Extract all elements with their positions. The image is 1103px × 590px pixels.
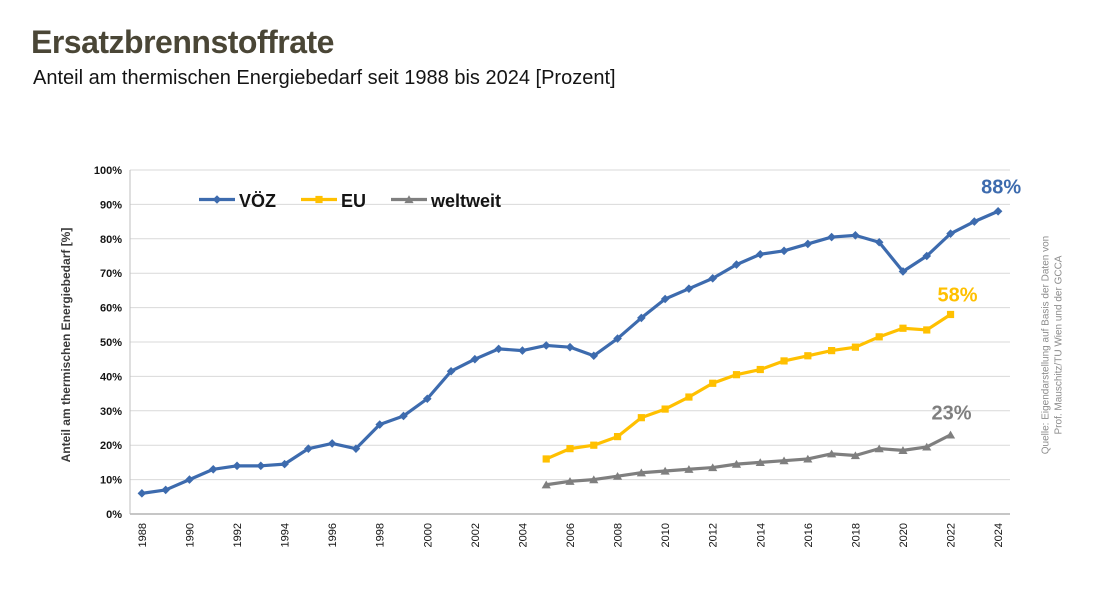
voz-data-point-marker [804, 240, 813, 249]
legend [198, 191, 501, 212]
voz-data-point-marker [138, 489, 147, 498]
eu-data-point-marker [638, 414, 645, 421]
eu-data-point-marker [733, 371, 740, 378]
x-tick-label: 2018 [850, 523, 863, 548]
voz-data-point-marker [257, 462, 266, 471]
eu-data-point-marker [899, 325, 906, 332]
eu-data-point-marker [709, 380, 716, 387]
eu-series-line [546, 314, 950, 458]
y-tick-label: 0% [106, 509, 122, 521]
x-tick-label: 1996 [327, 523, 340, 548]
eu-legend-marker-icon [300, 193, 338, 211]
eu-data-point-marker [685, 393, 692, 400]
x-tick-label: 2014 [755, 523, 768, 548]
voz-legend-marker-icon [198, 193, 236, 211]
y-tick-label: 20% [99, 440, 122, 453]
voz-data-point-marker [518, 346, 527, 355]
eu-data-point-marker [804, 352, 811, 359]
voz-data-point-marker [233, 462, 242, 471]
x-tick-label: 2002 [469, 523, 482, 548]
legend-label-eu: EU [341, 191, 367, 211]
eu-data-point-marker [780, 357, 787, 364]
y-tick-label: 70% [99, 268, 122, 281]
legend-label-voz: VÖZ [239, 191, 277, 211]
x-tick-label: 1998 [374, 523, 387, 548]
eu-data-point-marker [852, 344, 859, 351]
y-tick-label: 10% [99, 474, 122, 487]
legend-label-weltweit: weltweit [431, 191, 502, 211]
eu-data-point-marker [876, 333, 883, 340]
x-tick-label: 2000 [422, 523, 435, 548]
voz-end-value-label: 88% [981, 176, 1022, 199]
eu-data-point-marker [566, 445, 573, 452]
x-tick-label: 2008 [612, 523, 625, 548]
eu-data-point-marker [757, 366, 764, 373]
voz-data-point-marker [566, 343, 575, 352]
voz-data-point-marker [827, 233, 836, 242]
weltweit-legend-marker-icon [390, 193, 428, 211]
y-tick-label: 40% [99, 371, 122, 384]
weltweit-series-line [546, 435, 950, 485]
y-tick-label: 100% [93, 165, 122, 177]
weltweit-data-point-marker [946, 431, 955, 439]
x-tick-label: 1988 [136, 523, 149, 548]
x-tick-label: 2016 [802, 523, 815, 548]
y-tick-label: 50% [99, 337, 122, 349]
x-tick-label: 1992 [232, 523, 245, 548]
source-note-line1: Quelle: Eigendarstellung auf Basis der Daten von [1040, 235, 1052, 455]
voz-data-point-marker [328, 439, 337, 448]
eu-data-point-marker [947, 311, 954, 318]
x-tick-label: 2006 [565, 523, 577, 548]
eu-data-point-marker [662, 405, 669, 412]
eu-end-value-label: 58% [937, 284, 978, 307]
legend-item-voz [198, 191, 276, 212]
x-tick-label: 2010 [660, 523, 673, 548]
legend-item-eu [300, 191, 366, 212]
x-tick-label: 2024 [993, 523, 1006, 548]
x-tick-label: 2020 [897, 523, 910, 548]
x-tick-label: 1994 [279, 523, 292, 548]
eu-data-point-marker [590, 442, 597, 449]
x-tick-label: 2004 [517, 523, 530, 548]
weltweit-end-value-label: 23% [931, 402, 972, 425]
source-note-line2: Prof. Mauschitz/TU Wien und der GCCA [1053, 255, 1064, 435]
eu-data-point-marker [923, 326, 930, 333]
eu-data-point-marker [543, 455, 550, 462]
legend-item-weltweit [390, 191, 501, 212]
y-tick-label: 80% [99, 233, 122, 246]
x-tick-label: 2022 [945, 523, 958, 548]
chart-title: Ersatzbrennstoffrate [31, 24, 334, 60]
y-tick-label: 90% [99, 199, 122, 212]
y-tick-label: 30% [99, 405, 122, 418]
chart-subtitle: Anteil am thermischen Energiebedarf seit 1988 bis 2024 [Prozent] [33, 67, 616, 89]
eu-data-point-marker [614, 433, 621, 440]
y-axis-title: Anteil am thermischen Energiebedarf [%] [59, 227, 73, 463]
eu-data-point-marker [828, 347, 835, 354]
x-tick-label: 1990 [184, 523, 197, 548]
y-tick-label: 60% [99, 302, 122, 315]
source-note [1041, 236, 1066, 454]
x-tick-label: 2012 [707, 523, 720, 548]
voz-data-point-marker [780, 247, 789, 256]
